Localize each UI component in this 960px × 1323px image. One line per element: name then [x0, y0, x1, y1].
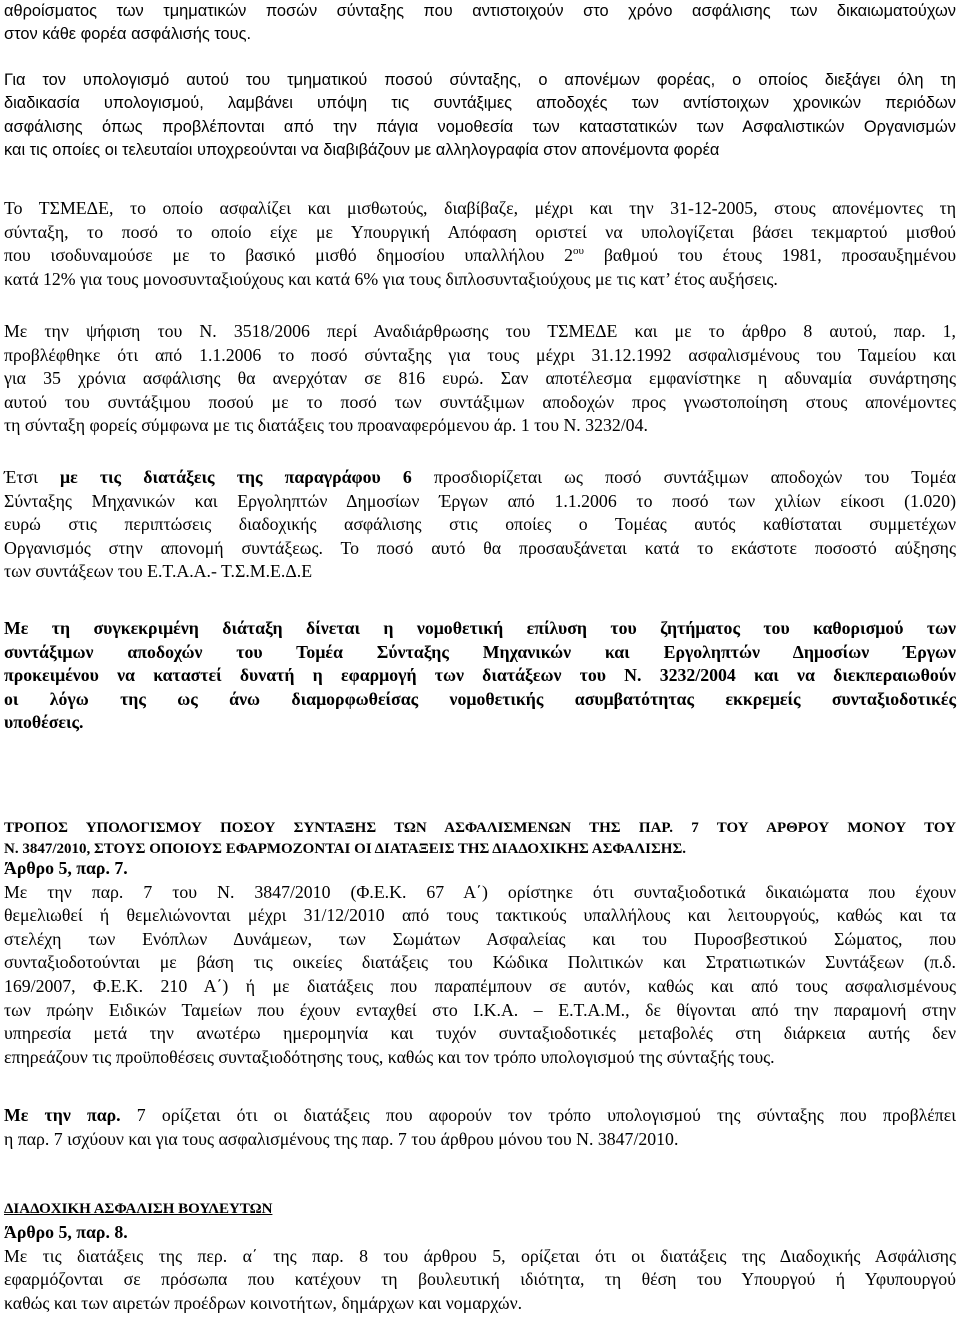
section-body-article-5-8 — [4, 1221, 956, 1315]
text-line: αυτού του συντάξιμου ποσού με το ποσό των συντάξιμων αποδοχών προς γνωστοποίηση στους απονέμοντες — [4, 391, 956, 412]
text-line — [4, 244, 956, 268]
text-fragment: 7 ορίζεται ότι οι διατάξεις που αφορούν τον τρόπο υπολογισμού της σύνταξης που προβλέπει — [120, 1105, 956, 1125]
text-line: θεμελιωθεί ή θεμελιώνονται μέχρι 31/12/2010 από τους τακτικούς υπαλλήλους και λειτουργούς, καθώς και τα — [4, 905, 956, 926]
text-line: συντάξιμων αποδοχών του Τομέα Σύνταξης Μηχανικών και Εργοληπτών Δημοσίων Έργων — [4, 641, 956, 662]
text-line: Για τον υπολογισμό αυτού του τμηματικού ποσού σύνταξης, ο απονέμων φορέας, ο οποίος διεξάγει όλη τη — [4, 71, 956, 89]
text-fragment: προσδιορίζεται ως ποσό συντάξιμων αποδοχών του Τομέα — [411, 467, 956, 487]
text-line: Με την ψήφιση του Ν. 3518/2006 περί Αναδιάρθρωσης του ΤΣΜΕΔΕ και με το άρθρο 8 αυτού, παρ. 1, — [4, 321, 956, 341]
text-line: στον κάθε φορέα ασφάλισής τους. — [4, 25, 252, 44]
text-line: καθώς και των αιρετών προέδρων κοινοτήτων, δημάρχων και νομαρχών. — [4, 1292, 523, 1313]
section-heading-mp-insurance — [4, 1199, 956, 1220]
text-line: διαδικασία υπολογισμού, λαμβάνει υπόψη τις συντάξιμες αποδοχές των αντίστοιχων χρονικών περιόδων — [4, 94, 956, 113]
text-line: και τις οποίες οι τελευταίοι υποχρεούνται να διαβιβάζουν με αλληλογραφία στον απονέμοντα φορέα — [4, 141, 720, 160]
text-line: υποθέσεις. — [4, 712, 84, 733]
text-line: η παρ. 7 ισχύουν και για τους ασφαλισμένους της παρ. 7 του άρθρου μόνου του Ν. 3847/2010. — [4, 1128, 679, 1149]
text-line: σύνταξη, το ποσό το οποίο είχε με Υπουργική Απόφαση οριστεί να υπολογίζεται βάσει τεκμαρτού μισθού — [4, 221, 956, 242]
text-line: των συντάξεων του Ε.Τ.Α.Α.- Τ.Σ.Μ.Ε.Δ.Ε — [4, 561, 313, 582]
text-line: τη σύνταξη φορείς σύμφωνα με τις διατάξεις του προαναφερόμενου άρ. 1 του Ν. 3232/04. — [4, 415, 648, 436]
section-heading-pension-calculation — [4, 818, 956, 860]
text-line: προβλέφθηκε ότι από 1.1.2006 το ποσό σύνταξης για τους μέχρι 31.12.1992 ασφαλισμένους του Ταμείου και — [4, 344, 956, 365]
text-line: οι λόγω της ως άνω διαμορφωθείσας νομοθετικής ασυμβατότητας εκκρεμείς συνταξιοδοτικές — [4, 688, 956, 709]
heading-line: ΤΡΟΠΟΣ ΥΠΟΛΟΓΙΣΜΟΥ ΠΟΣΟΥ ΣΥΝΤΑΞΗΣ ΤΩΝ ΑΣΦΑΛΙΣΜΕΝΩΝ ΤΗΣ ΠΑΡ. 7 ΤΟΥ ΑΡΘΡΟΥ ΜΟΝΟΥ ΤΟΥ — [4, 820, 956, 836]
text-fragment: βαθμού του έτους 1981, προσαυξημένου — [583, 245, 956, 266]
heading-line: ΔΙΑΔΟΧΙΚΗ ΑΣΦΑΛΙΣΗ ΒΟΥΛΕΥΤΩΝ — [4, 1201, 273, 1217]
section-body-article-5-7 — [4, 857, 956, 1069]
text-line: συνταξιοδοτούνται με βάση τις οικείες διατάξεις του Κώδικα Πολιτικών και Στρατιωτικών Συντάξεων (π.δ. — [4, 952, 956, 973]
paragraph-paragraph-6 — [4, 466, 956, 584]
paragraph-law-3518 — [4, 320, 956, 438]
text-line: εφαρμόζονται σε πρόσωπα που κατέχουν τη βουλευτική ιδιότητα, τη θέση του Υπουργού ή Υφυπουργού — [4, 1269, 956, 1290]
bold-fragment: με τις διατάξεις της παραγράφου 6 — [60, 467, 412, 487]
text-line: ασφάλισης όπως προβλέπονται από την πάγια νομοθεσία των καταστατικών των Ασφαλιστικών Οργανισμών — [4, 117, 956, 136]
paragraph-calculation — [4, 69, 956, 163]
text-line: στελέχη των Ενόπλων Δυνάμεων, των Σωμάτων Ασφαλείας και του Πυροσβεστικού Σώματος, που — [4, 928, 956, 949]
text-line: των πρώην Ειδικών Ταμείων που έχουν ενταχθεί στο Ι.Κ.Α. – Ε.Τ.Α.Μ., δε θίγονται από την παραμονή στην — [4, 999, 956, 1020]
text-line: 169/2007, Φ.Ε.Κ. 210 Α΄) ή με διατάξεις που παραπέμπουν σε αυτόν, καθώς και από τους ασφαλισμένους — [4, 975, 956, 996]
heading-line: Ν. 3847/2010, ΣΤΟΥΣ ΟΠΟΙΟΥΣ ΕΦΑΡΜΟΖΟΝΤΑΙ ΟΙ ΔΙΑΤΑΞΕΙΣ ΤΗΣ ΔΙΑΔΟΧΙΚΗΣ ΑΣΦΑΛΙΣΗΣ. — [4, 841, 687, 857]
text-line: ευρώ στις περιπτώσεις διαδοχικής ασφάλισης στις οποίες ο Τομέας αυτός καθίσταται συμμετέχων — [4, 514, 956, 535]
text-line — [4, 1104, 956, 1128]
text-line — [4, 466, 956, 490]
text-fragment: που ισοδυναμούσε με το βασικό μισθό δημοσίου υπαλλήλου 2 — [4, 245, 574, 266]
article-reference: Άρθρο 5, παρ. 7. — [4, 858, 128, 878]
text-fragment: Έτσι — [4, 467, 61, 487]
text-line: κατά 12% για τους μονοσυνταξιούχους και κατά 6% για τους διπλοσυνταξιούχους με τις κατ’ έτος αυξήσεις. — [4, 268, 778, 289]
bold-fragment: Με την παρ. — [4, 1105, 121, 1125]
text-line: επηρεάζουν τις προϋποθέσεις συνταξιοδότησης τους, καθώς και τον τρόπο υπολογισμού της σύνταξής τους. — [4, 1046, 775, 1067]
text-line: Με τις διατάξεις της περ. α΄ της παρ. 8 του άρθρου 5, ορίζεται ότι οι διατάξεις της Διαδοχικής Ασφάλισης — [4, 1245, 956, 1266]
text-line: για 35 χρόνια ασφάλισης θα ανερχόταν σε 816 ευρώ. Σαν αποτέλεσμα εμφανίστηκε η αδυναμία συνάρτησης — [4, 368, 956, 389]
section-body-article-5-7-cont — [4, 1104, 956, 1151]
paragraph-tsmede — [4, 197, 956, 291]
text-line: Με την παρ. 7 του Ν. 3847/2010 (Φ.Ε.Κ. 67 Α΄) ορίστηκε ότι συνταξιοδοτικά δικαιώματα που έχουν — [4, 881, 956, 902]
text-line: Το ΤΣΜΕΔΕ, το οποίο ασφαλίζει και μισθωτούς, διαβίβαζε, μέχρι και την 31-12-2005, στους απονέμοντες τη — [4, 198, 956, 218]
article-reference: Άρθρο 5, παρ. 8. — [4, 1222, 128, 1242]
text-line: Με τη συγκεκριμένη διάταξη δίνεται η νομοθετική επίλυση του ζητήματος του καθορισμού των — [4, 618, 956, 638]
paragraph-intro-continuation — [4, 0, 956, 47]
text-line: αθροίσματος των τμηματικών ποσών σύνταξης που αντιστοιχούν στο χρόνο ασφάλισης των δικαιωματούχων — [4, 2, 956, 20]
text-line: Οργανισμός στην απονομή συντάξεως. Το ποσό αυτό θα προσαυξάνεται κατά το εκάστοτε ποσοστό αύξησης — [4, 537, 956, 558]
text-line: υπηρεσία μετά την ανωτέρω ημερομηνία και τυχόν συνταξιοδοτικές μεταβολές στη διάρκεια αυτής δεν — [4, 1023, 956, 1044]
superscript: ου — [573, 245, 584, 258]
paragraph-bold-resolution — [4, 617, 956, 735]
text-line: προκειμένου να καταστεί δυνατή η εφαρμογή των διατάξεων του Ν. 3232/2004 και να διεκπεραιωθούν — [4, 665, 956, 686]
text-line: Σύνταξης Μηχανικών και Εργοληπτών Δημοσίων Έργων από 1.1.2006 το ποσό των χιλίων είκοσι (1.020) — [4, 490, 956, 511]
